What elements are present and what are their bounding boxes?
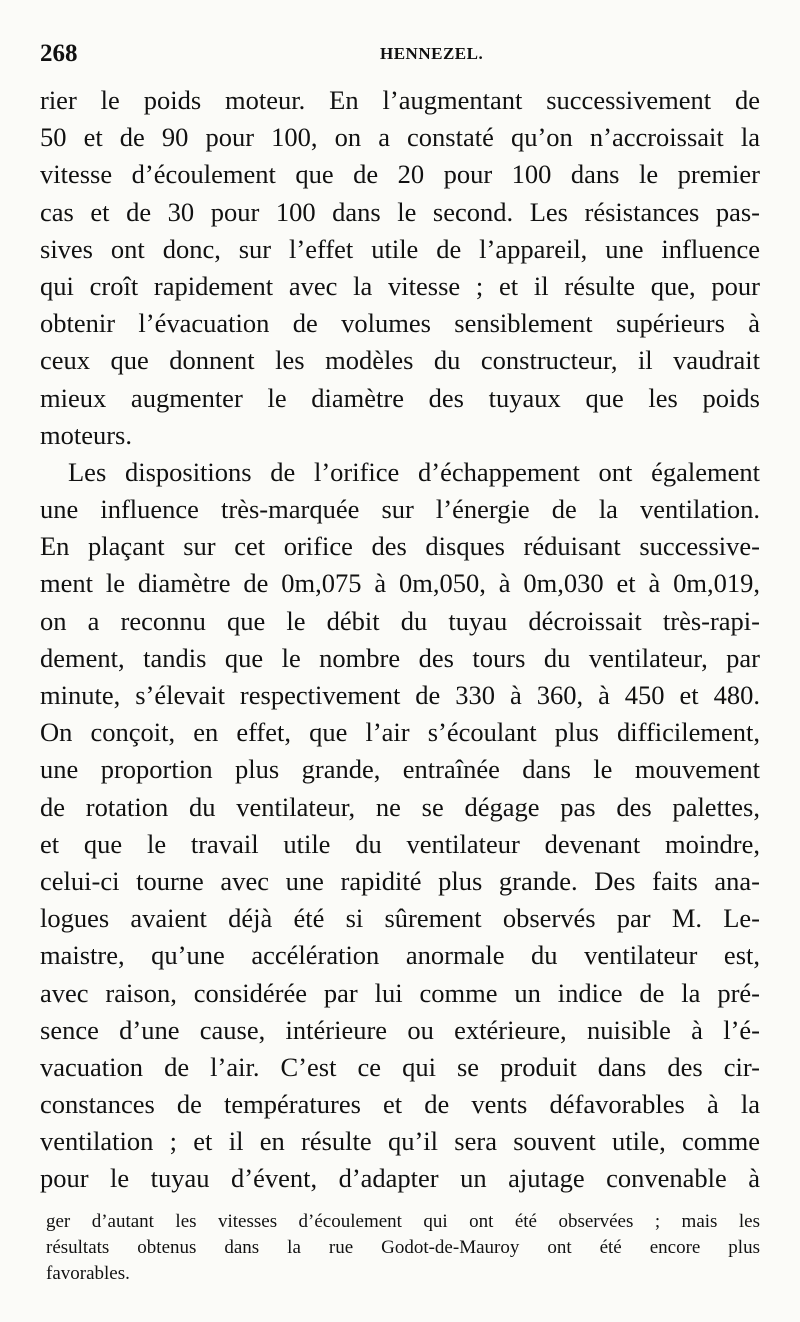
text-line: minute, s’élevait respectivement de 330 à 360, à 450 et 480. [40,680,760,710]
text-line: moteurs. [40,419,132,450]
text-line: cas et de 30 pour 100 dans le second. Les résistances pas- [40,196,760,227]
running-head: HENNEZEL. [380,44,484,63]
text-line: qui croît rapidement avec la vitesse ; et il résulte que, pour [40,270,760,301]
text-line: On conçoit, en effet, que l’air s’écoulant plus difficilement, [40,717,760,748]
footnote-line: favorables. [46,1263,130,1284]
text-line: Les dispositions de l’orifice d’échappement ont également [68,456,760,487]
text-line: celui-ci tourne avec une rapidité plus grande. Des faits ana- [40,865,760,896]
text-line: dement, tandis que le nombre des tours du ventilateur, par [40,642,760,673]
text-line: de rotation du ventilateur, ne se dégage pas des palettes, [40,791,760,822]
text-line: En plaçant sur cet orifice des disques réduisant successive- [40,531,760,562]
text-line: sence d’une cause, intérieure ou extérieure, nuisible à l’é- [40,1014,760,1045]
text-line: sives ont donc, sur l’effet utile de l’appareil, une influence [40,233,760,264]
text-line: une proportion plus grande, entraînée dans le mouvement [40,754,760,785]
text-line: 50 et de 90 pour 100, on a constaté qu’on n’accroissait la [40,122,760,153]
footnote-line: résultats obtenus dans la rue Godot-de-Mauroy ont été encore plus [46,1237,760,1258]
text-line: on a reconnu que le débit du tuyau décroissait très-rapi- [40,605,760,636]
footnote-line: ger d’autant les vitesses d’écoulement qui ont été observées ; mais les [46,1211,760,1232]
text-line: mieux augmenter le diamètre des tuyaux que les poids [40,382,760,413]
page-header [40,40,760,74]
text-line: maistre, qu’une accélération anormale du ventilateur est, [40,940,760,971]
footnote [46,1209,760,1287]
text-line: et que le travail utile du ventilateur devenant moindre, [40,828,760,859]
text-line: logues avaient déjà été si sûrement observés par M. Le- [40,903,760,934]
text-line: une influence très-marquée sur l’énergie de la ventilation. [40,494,760,525]
text-line: obtenir l’évacuation de volumes sensiblement supérieurs à [40,308,760,339]
text-line: ceux que donnent les modèles du constructeur, il vaudrait [40,345,760,376]
text-line: ment le diamètre de 0m,075 à 0m,050, à 0m,030 et à 0m,019, [40,568,760,599]
text-line: vacuation de l’air. C’est ce qui se produit dans des cir- [40,1051,760,1082]
text-line: vitesse d’écoulement que de 20 pour 100 dans le premier [40,159,760,190]
text-line: ventilation ; et il en résulte qu’il sera souvent utile, comme [40,1126,760,1157]
page-number: 268 [40,40,78,67]
body-text [40,82,760,1198]
text-line: rier le poids moteur. En l’augmentant successivement de [40,85,760,115]
text-line: pour le tuyau d’évent, d’adapter un ajutage convenable à [40,1163,760,1194]
text-line: avec raison, considérée par lui comme un indice de la pré- [40,977,760,1008]
text-line: constances de températures et de vents défavorables à la [40,1089,760,1120]
